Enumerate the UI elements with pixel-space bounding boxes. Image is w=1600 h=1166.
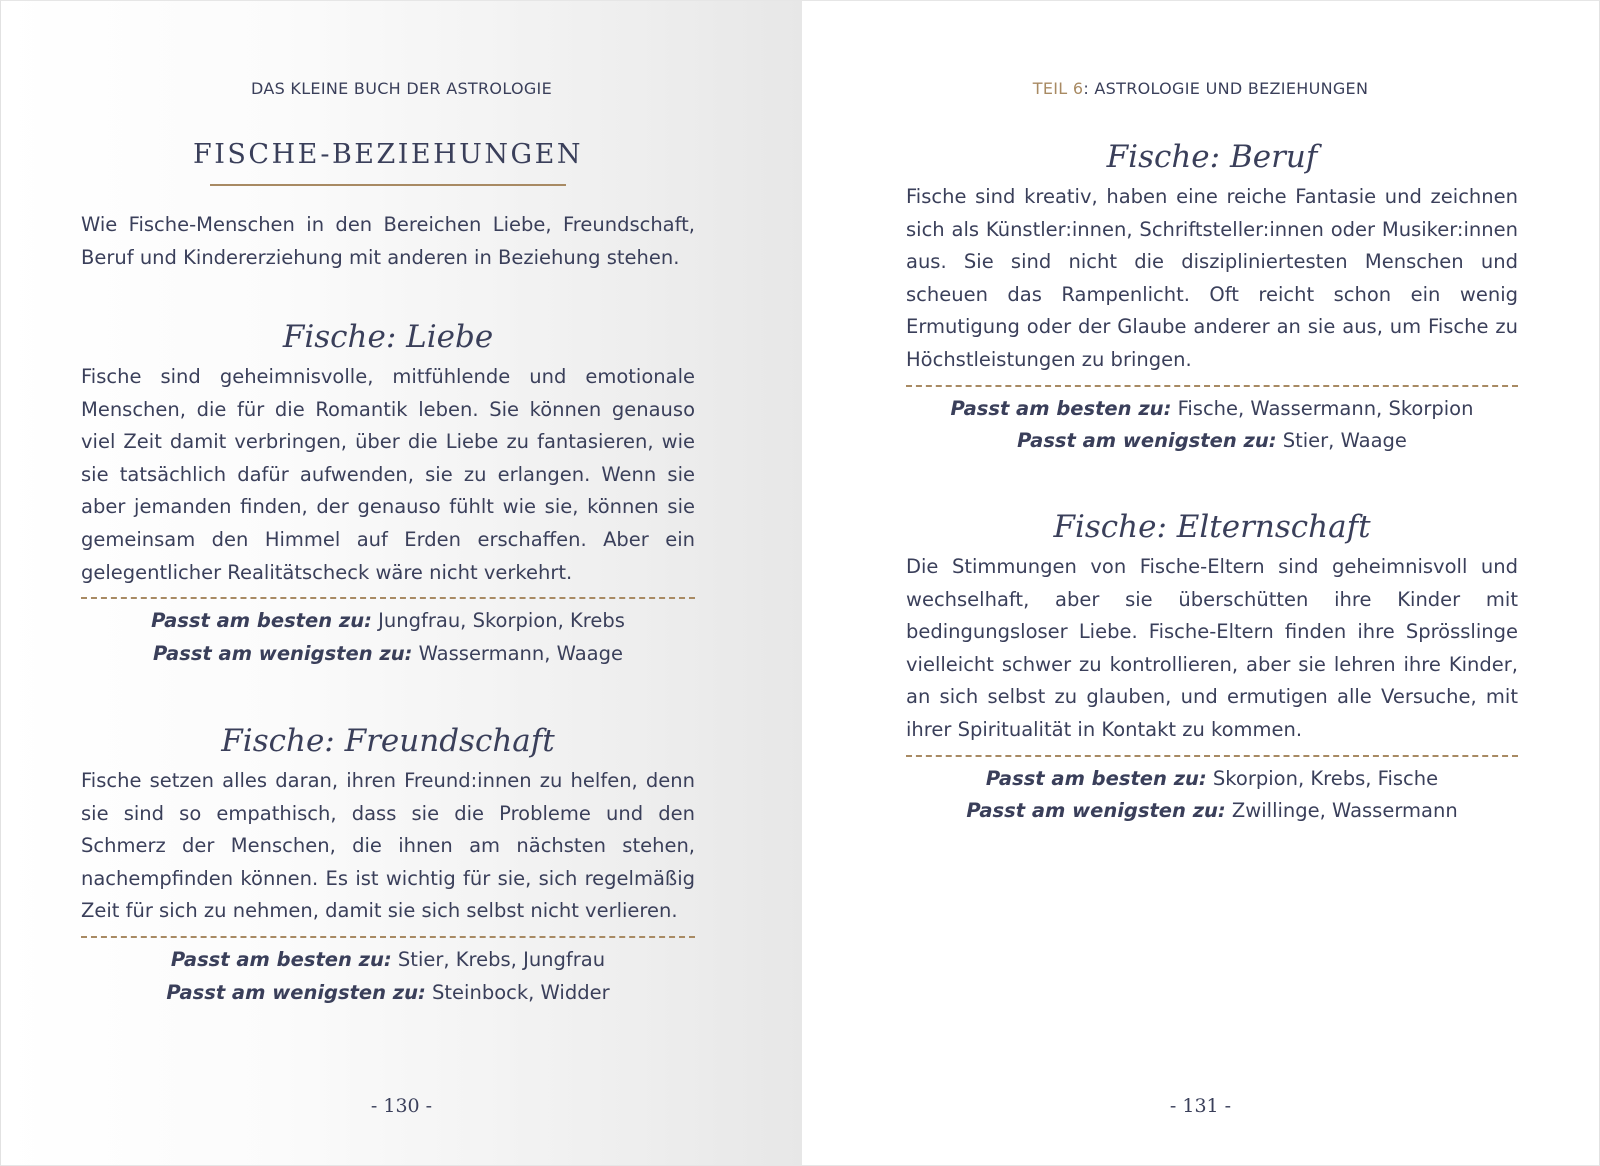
intro-block: [81, 209, 695, 274]
section-parenthood: [906, 509, 1518, 828]
running-head-title: : ASTROLOGIE UND BEZIEHUNGEN: [1083, 79, 1369, 98]
section-title: Fische: Elternschaft: [1053, 509, 1371, 545]
best-match: [906, 393, 1518, 426]
chapter-title: FISCHE-BEZIEHUNGEN: [193, 139, 583, 170]
best-match-label: Passt am besten zu:: [950, 396, 1172, 420]
least-match: [906, 795, 1518, 828]
section-body: Fische setzen alles daran, ihren Freund:innen zu helfen, denn sie sind so empathisch, dass sie die Probleme und den Schmerz der Menschen, die ihnen am nächsten stehen, nachempfinden können. Es ist wichtig für sie, sich regelmäßig Zeit für sich zu nehmen, damit sie sich selbst nicht verlieren.: [81, 769, 695, 923]
chapter-heading: [81, 139, 695, 186]
section-body: Die Stimmungen von Fische-Eltern sind geheimnisvoll und wechselhaft, aber sie überschütten ihre Kinder mit bedingungsloser Liebe. Fische-Eltern finden ihre Sprösslinge vielleicht schwer zu kontrollieren, aber sie lehren ihre Kinder, an sich selbst zu glauben, und ermutigen alle Versuche, mit ihrer Spiritualität in Kontakt zu kommen.: [906, 555, 1518, 741]
running-head-right: [802, 79, 1599, 98]
best-match-label: Passt am besten zu:: [151, 609, 372, 633]
least-match-value: Stier, Waage: [1276, 429, 1407, 453]
section-body: Fische sind kreativ, haben eine reiche Fantasie und zeichnen sich als Künstler:innen, Schriftsteller:innen oder Musiker:innen aus. Sie sind nicht die diszipliniertesten Menschen und scheuen das Rampenlicht. Oft reicht schon ein wenig Ermutigung oder der Glaube anderer an sie aus, um Fische zu Höchstleistungen zu bringen.: [906, 185, 1518, 371]
least-match-value: Steinbock, Widder: [425, 980, 610, 1004]
chapter-title-underline: [210, 184, 566, 186]
best-match-value: Jungfrau, Skorpion, Krebs: [371, 609, 625, 633]
best-match: [906, 763, 1518, 796]
least-match: [906, 425, 1518, 458]
running-head-part: TEIL 6: [1032, 79, 1084, 98]
best-match: [81, 944, 695, 977]
best-match-value: Fische, Wassermann, Skorpion: [1171, 396, 1474, 420]
running-head-left: DAS KLEINE BUCH DER ASTROLOGIE: [251, 79, 552, 98]
dashed-divider: [906, 755, 1518, 757]
best-match-label: Passt am besten zu:: [985, 766, 1207, 790]
best-match-value: Stier, Krebs, Jungfrau: [391, 947, 606, 971]
page-number-left: - 130 -: [370, 1095, 433, 1117]
least-match-label: Passt am wenigsten zu:: [153, 641, 413, 665]
best-match-value: Skorpion, Krebs, Fische: [1206, 766, 1439, 790]
dashed-divider: [81, 597, 695, 599]
best-match-label: Passt am besten zu:: [170, 947, 392, 971]
least-match-label: Passt am wenigsten zu:: [1017, 429, 1277, 453]
dashed-divider: [906, 385, 1518, 387]
section-body: Fische sind geheimnisvolle, mitfühlende und emotionale Menschen, die für die Romantik leben. Sie können genauso viel Zeit damit verbringen, über die Liebe zu fantasieren, wie sie tatsächlich dafür aufwenden, sie zu erlangen. Wenn sie aber jemanden finden, der genauso fühlt wie sie, können sie gemeinsam den Himmel auf Erden erschaffen. Aber ein gelegentlicher Realitätscheck wäre nicht verkehrt.: [81, 365, 695, 584]
section-friendship: [81, 723, 695, 1009]
least-match: [81, 977, 695, 1010]
section-title: Fische: Liebe: [282, 319, 494, 355]
least-match: [81, 638, 695, 671]
dashed-divider: [81, 936, 695, 938]
least-match-value: Wassermann, Waage: [412, 641, 623, 665]
section-love: [81, 319, 695, 670]
page-number-right: - 131 -: [1169, 1095, 1232, 1117]
best-match: [81, 605, 695, 638]
intro-text: Wie Fische-Menschen in den Bereichen Liebe, Freundschaft, Beruf und Kindererziehung mit anderen in Beziehung stehen.: [81, 213, 695, 269]
section-title: Fische: Beruf: [1106, 139, 1318, 175]
right-page: [802, 0, 1600, 1166]
least-match-label: Passt am wenigsten zu:: [966, 799, 1226, 823]
least-match-label: Passt am wenigsten zu:: [166, 980, 426, 1004]
section-title: Fische: Freundschaft: [221, 723, 555, 759]
section-career: [906, 139, 1518, 458]
least-match-value: Zwillinge, Wassermann: [1225, 799, 1458, 823]
